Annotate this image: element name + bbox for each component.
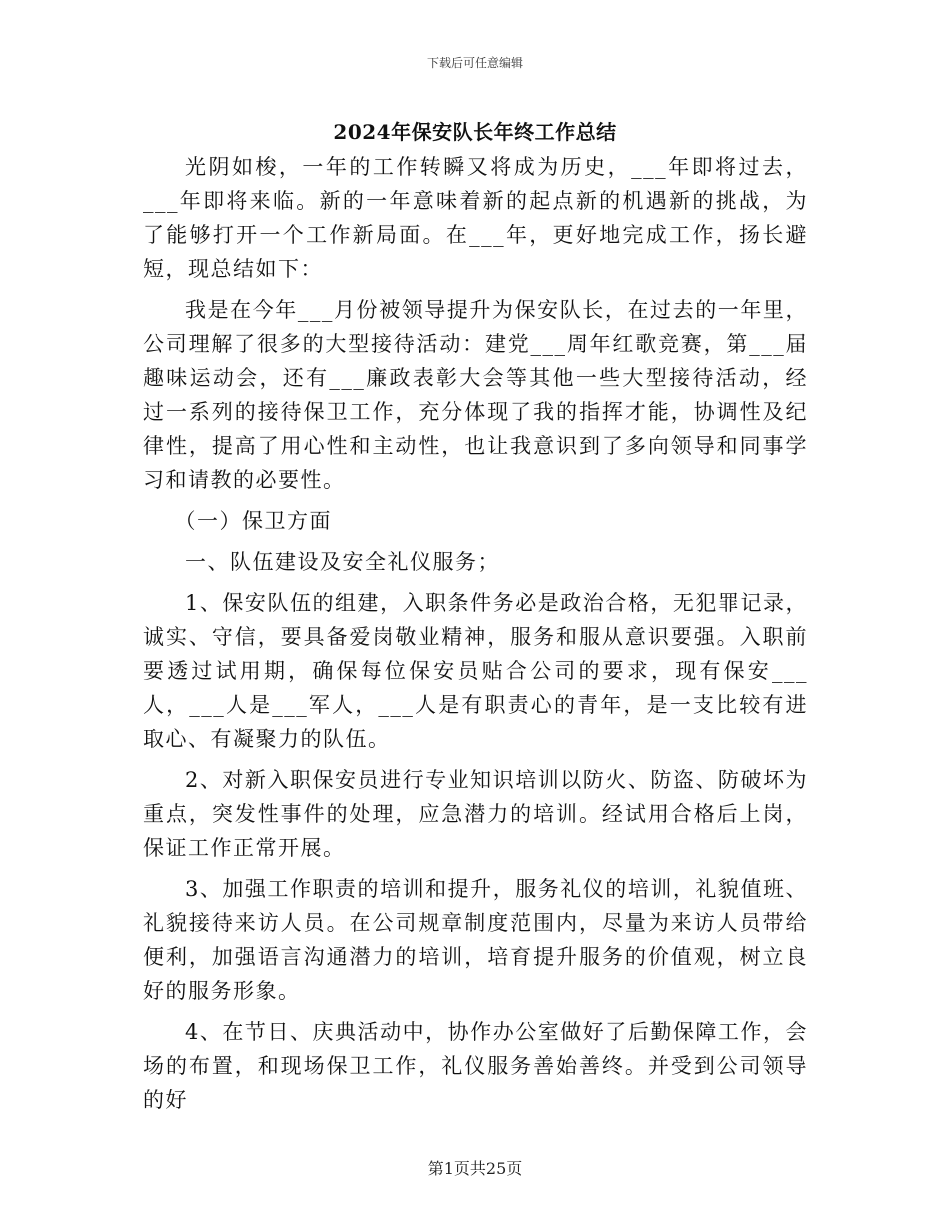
subsection-heading-team: 一、队伍建设及安全礼仪服务； (185, 550, 500, 574)
page-number: 第1页共25页 (427, 1159, 523, 1178)
list-item-4: 4、在节日、庆典活动中，协作办公室做好了后勤保障工作，会场的布置，和现场保卫工作，礼仪服务善始善终。并受到公司领导的好 (143, 1020, 808, 1112)
document-body (143, 150, 808, 1124)
list-item-3: 3、加强工作职责的培训和提升，服务礼仪的培训，礼貌值班、礼貌接待来访人员。在公司规章制度范围内，尽量为来访人员带给便利，加强语言沟通潜力的培训，培育提升服务的价值观，树立良好的服务形象。 (143, 877, 808, 1003)
document-title: 2024年保安队长年终工作总结 (333, 120, 617, 144)
header-note: 下载后可任意编辑 (426, 56, 523, 70)
section-heading-security: （一）保卫方面 (174, 509, 332, 533)
paragraph-intro: 光阴如梭，一年的工作转瞬又将成为历史，___年即将过去，___年即将来临。新的一年意味着新的起点新的机遇新的挑战，为了能够打开一个工作新局面。在___年，更好地完成工作，扬长避短，现总结如下： (143, 155, 808, 281)
list-item-1: 1、保安队伍的组建，入职条件务必是政治合格，无犯罪记录，诚实、守信，要具备爱岗敬业精神，服务和服从意识要强。入职前要透过试用期，确保每位保安员贴合公司的要求，现有保安___人，___人是___军人，___人是有职责心的青年，是一支比较有进取心、有凝聚力的队伍。 (143, 591, 808, 751)
paragraph-promotion: 我是在今年___月份被领导提升为保安队长，在过去的一年里，公司理解了很多的大型接待活动：建党___周年红歌竞赛，第___届趣味运动会，还有___廉政表彰大会等其他一些大型接待活动，经过一系列的接待保卫工作，充分体现了我的指挥才能，协调性及纪律性，提高了用心性和主动性，也让我意识到了多向领导和同事学习和请教的必要性。 (143, 298, 808, 492)
list-item-2: 2、对新入职保安员进行专业知识培训以防火、防盗、防破坏为重点，突发性事件的处理，应急潜力的培训。经试用合格后上岗，保证工作正常开展。 (143, 768, 808, 860)
